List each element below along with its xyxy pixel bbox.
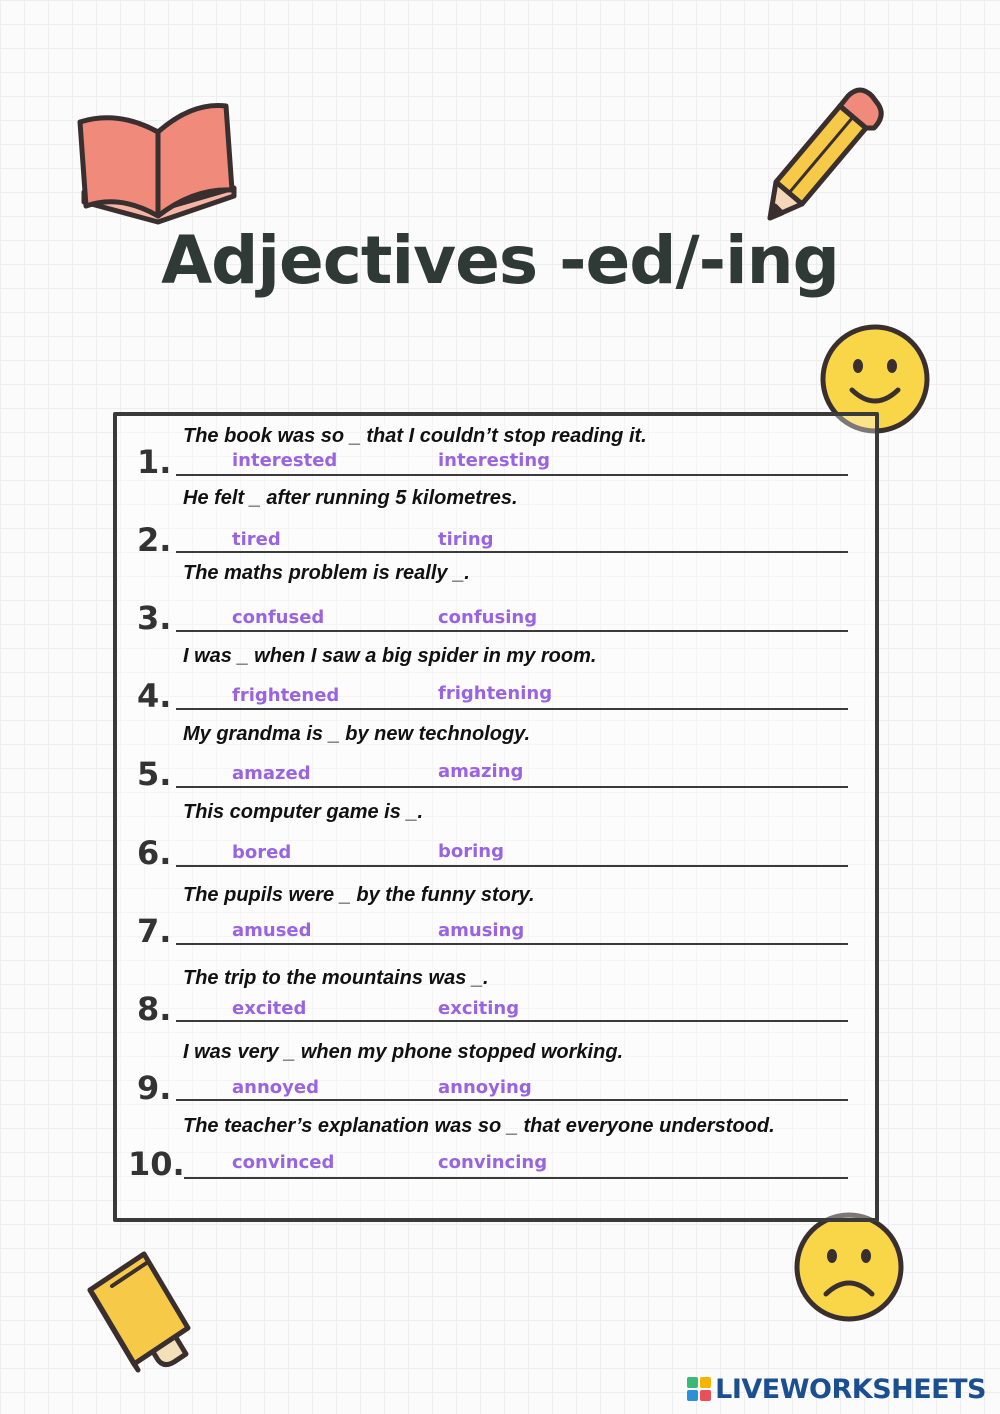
question-1-answer-line[interactable]	[176, 474, 848, 476]
sad-face-icon	[792, 1210, 906, 1324]
question-9-answer-line[interactable]	[176, 1099, 848, 1101]
question-2-sentence: He felt _ after running 5 kilometres.	[183, 487, 518, 509]
liveworksheets-logo-icon	[687, 1377, 711, 1401]
question-4-option-ing[interactable]: frightening	[438, 683, 553, 704]
page-title: Adjectives -ed/-ing	[161, 222, 839, 299]
closed-book-icon	[82, 1246, 200, 1374]
question-10-option-ing[interactable]: convincing	[438, 1152, 548, 1173]
question-3-option-ing[interactable]: confusing	[438, 607, 538, 628]
question-9-option-ing[interactable]: annoying	[438, 1077, 532, 1098]
question-7-option-ed[interactable]: amused	[232, 920, 312, 941]
pencil-icon	[762, 86, 884, 226]
question-10-option-ed[interactable]: convinced	[232, 1152, 335, 1173]
question-5-number: 5.	[137, 755, 172, 793]
question-5-option-ing[interactable]: amazing	[438, 761, 524, 782]
question-4-option-ed[interactable]: frightened	[232, 685, 340, 706]
question-7-answer-line[interactable]	[176, 943, 848, 945]
question-2-number: 2.	[137, 521, 172, 559]
question-9-sentence: I was very _ when my phone stopped working.	[183, 1041, 624, 1063]
question-1-sentence: The book was so _ that I couldn’t stop reading it.	[183, 425, 647, 447]
brand-name: LIVEWORKSHEETS	[715, 1373, 986, 1405]
question-9-number: 9.	[137, 1069, 172, 1107]
question-10-sentence: The teacher’s explanation was so _ that everyone understood.	[183, 1115, 775, 1137]
question-3-number: 3.	[137, 599, 172, 637]
question-2-answer-line[interactable]	[176, 551, 848, 553]
liveworksheets-brand[interactable]	[687, 1374, 986, 1404]
question-3-sentence: The maths problem is really _.	[183, 562, 470, 584]
question-2-option-ing[interactable]: tiring	[438, 529, 494, 550]
question-1-number: 1.	[137, 443, 172, 481]
question-6-number: 6.	[137, 834, 172, 872]
question-1-option-ing[interactable]: interesting	[438, 450, 551, 471]
question-9-option-ed[interactable]: annoyed	[232, 1077, 319, 1098]
question-4-number: 4.	[137, 677, 172, 715]
question-3-option-ed[interactable]: confused	[232, 607, 325, 628]
question-8-option-ing[interactable]: exciting	[438, 998, 520, 1019]
question-5-answer-line[interactable]	[176, 786, 848, 788]
question-7-option-ing[interactable]: amusing	[438, 920, 525, 941]
question-4-answer-line[interactable]	[176, 708, 848, 710]
question-6-option-ing[interactable]: boring	[438, 841, 504, 862]
question-8-number: 8.	[137, 990, 172, 1028]
question-5-sentence: My grandma is _ by new technology.	[183, 723, 531, 745]
question-10-number: 10.	[128, 1145, 185, 1183]
question-3-answer-line[interactable]	[176, 630, 848, 632]
question-6-option-ed[interactable]: bored	[232, 842, 292, 863]
open-book-icon	[74, 98, 246, 234]
question-8-option-ed[interactable]: excited	[232, 998, 307, 1019]
question-1-option-ed[interactable]: interested	[232, 450, 338, 471]
question-5-option-ed[interactable]: amazed	[232, 763, 311, 784]
question-6-answer-line[interactable]	[176, 865, 848, 867]
question-10-answer-line[interactable]	[184, 1177, 848, 1179]
question-2-option-ed[interactable]: tired	[232, 529, 281, 550]
question-8-sentence: The trip to the mountains was _.	[183, 967, 489, 989]
question-7-number: 7.	[137, 912, 172, 950]
question-8-answer-line[interactable]	[176, 1020, 848, 1022]
question-4-sentence: I was _ when I saw a big spider in my room.	[183, 645, 597, 667]
question-7-sentence: The pupils were _ by the funny story.	[183, 884, 535, 906]
question-6-sentence: This computer game is _.	[183, 801, 424, 823]
